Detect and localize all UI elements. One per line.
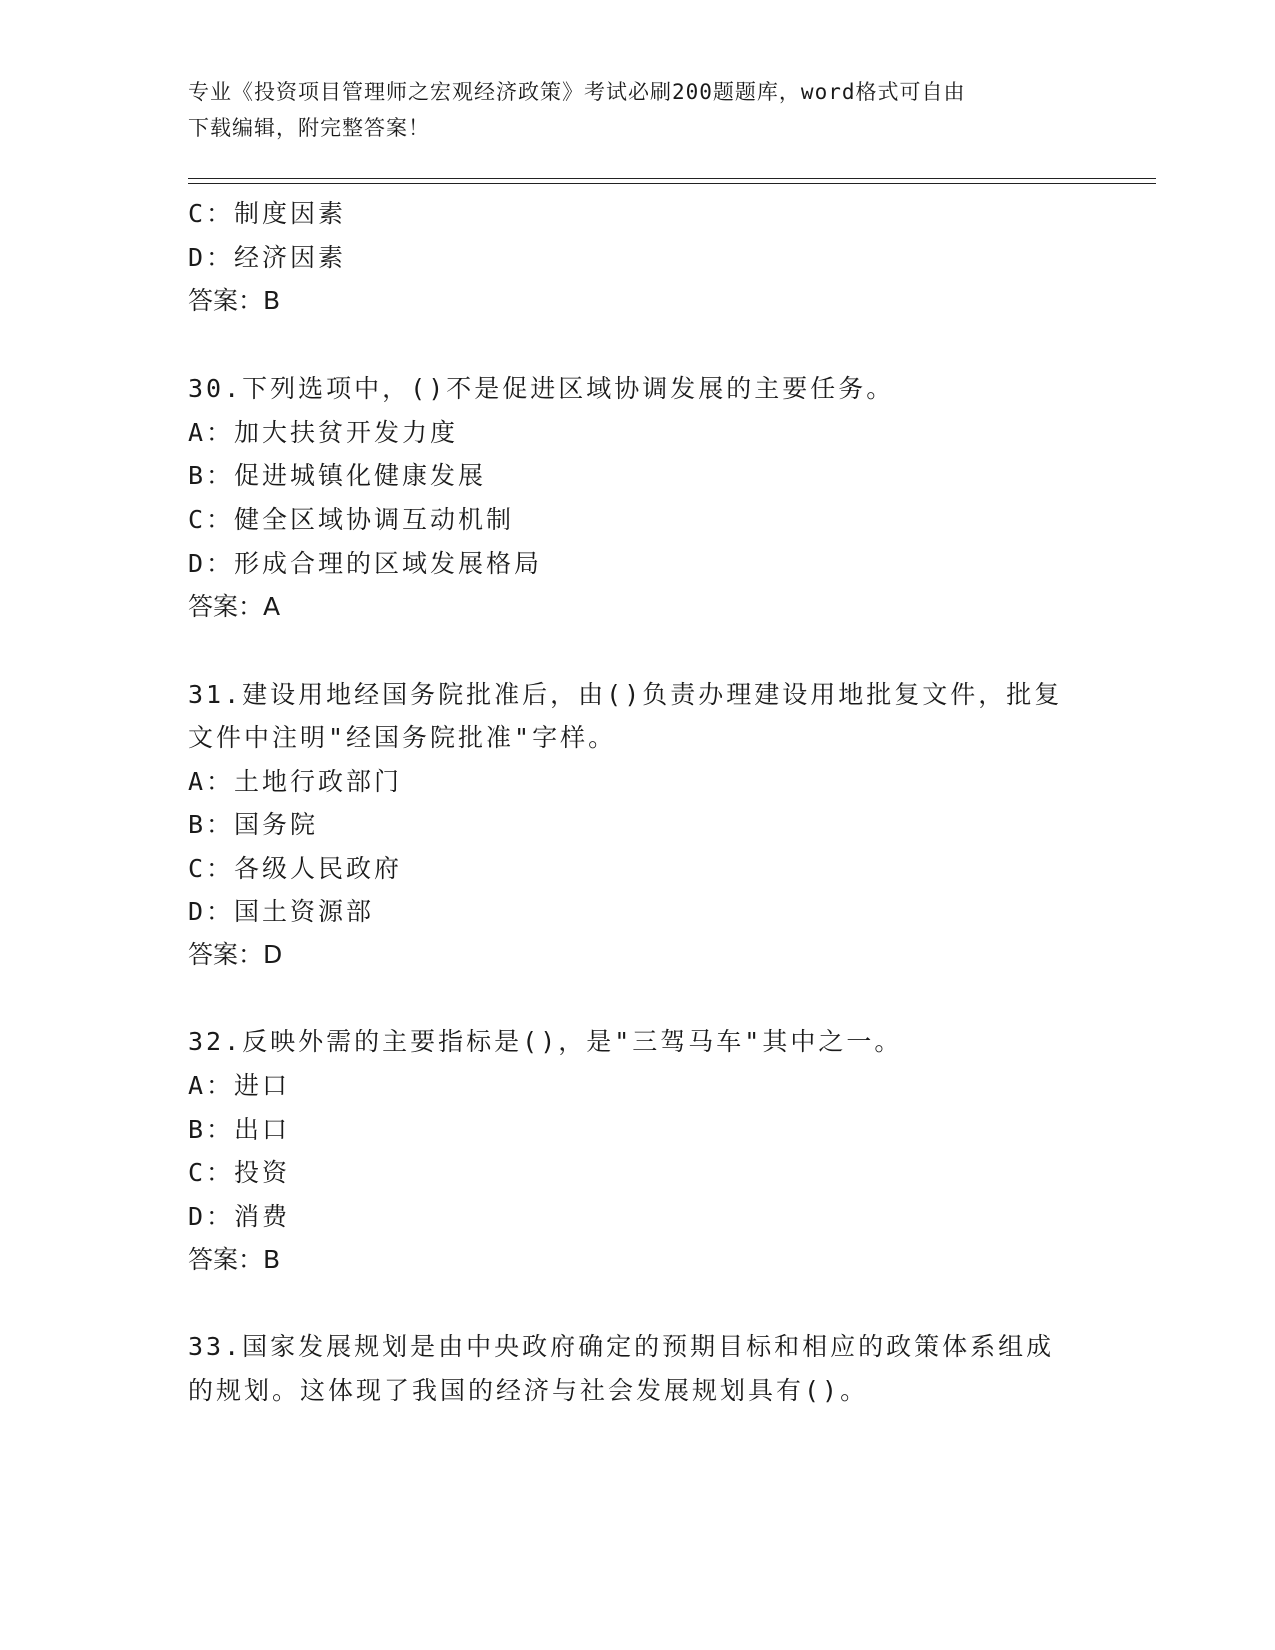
option-d: D：消费 <box>188 1202 291 1231</box>
option-a: A：加大扶贫开发力度 <box>188 418 459 447</box>
question-31-stem-line-1: 31.建设用地经国务院批准后，由()负责办理建设用地批复文件，批复 <box>188 680 1063 709</box>
option-a: A：土地行政部门 <box>188 767 403 796</box>
answer-label: 答案：A <box>188 592 281 621</box>
option-c: C：健全区域协调互动机制 <box>188 505 515 534</box>
option-c: C：投资 <box>188 1158 291 1187</box>
question-31-stem-line-2: 文件中注明"经国务院批准"字样。 <box>188 723 617 752</box>
option-b: B：促进城镇化健康发展 <box>188 461 487 490</box>
option-c: C：制度因素 <box>188 199 347 228</box>
answer-label: 答案：D <box>188 940 283 969</box>
question-33-stem-line-2: 的规划。这体现了我国的经济与社会发展规划具有()。 <box>188 1376 869 1405</box>
question-33-stem-line-1: 33.国家发展规划是由中央政府确定的预期目标和相应的政策体系组成 <box>188 1332 1055 1361</box>
answer-label: 答案：B <box>188 286 281 315</box>
header-line-1: 专业《投资项目管理师之宏观经济政策》考试必刷200题题库，word格式可自由 <box>188 80 966 104</box>
document-header <box>188 74 1088 146</box>
header-line-2: 下载编辑，附完整答案！ <box>188 116 430 140</box>
option-a: A：进口 <box>188 1071 291 1100</box>
header-divider-top <box>188 178 1156 179</box>
option-b: B：出口 <box>188 1115 291 1144</box>
option-c: C：各级人民政府 <box>188 854 403 883</box>
header-divider-bottom <box>188 183 1156 184</box>
answer-label: 答案：B <box>188 1245 281 1274</box>
option-b: B：国务院 <box>188 810 319 839</box>
question-30-stem: 30.下列选项中，()不是促进区域协调发展的主要任务。 <box>188 374 895 403</box>
option-d: D：经济因素 <box>188 243 347 272</box>
question-32-stem: 32.反映外需的主要指标是()，是"三驾马车"其中之一。 <box>188 1027 903 1056</box>
option-d: D：国土资源部 <box>188 897 375 926</box>
option-d: D：形成合理的区域发展格局 <box>188 549 543 578</box>
